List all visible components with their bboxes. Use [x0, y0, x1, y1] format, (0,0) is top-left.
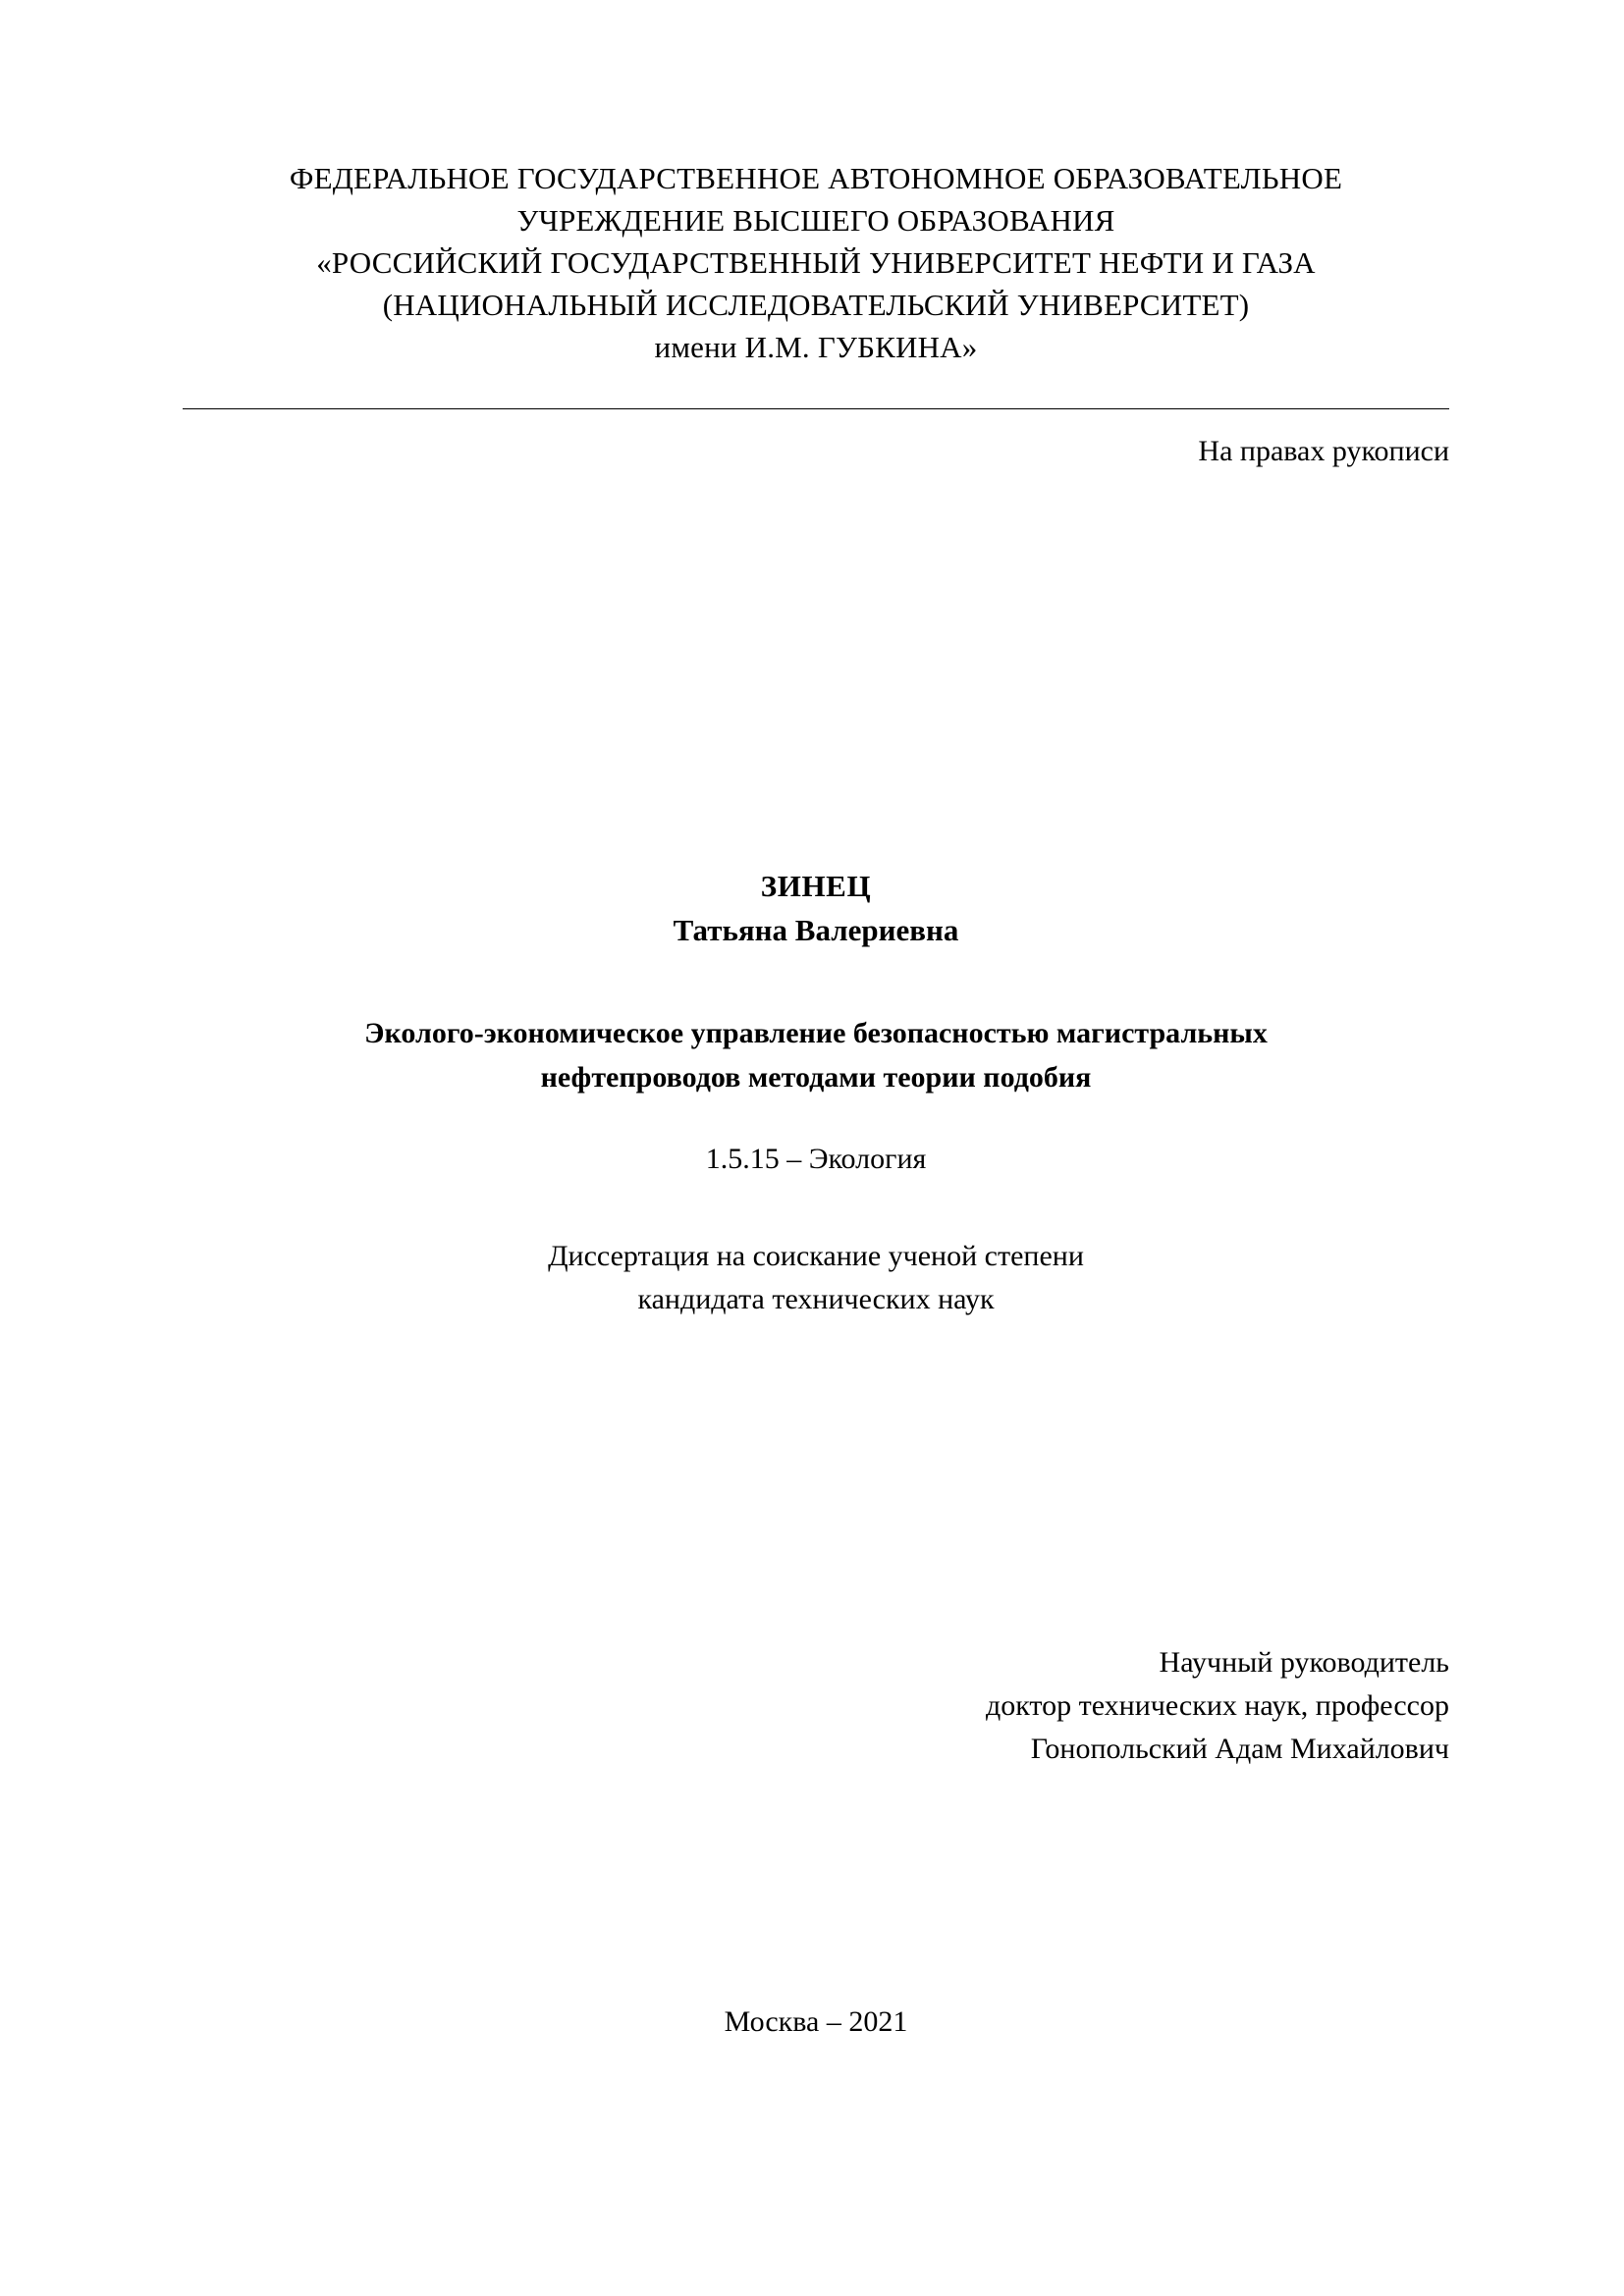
- organization-block: [183, 157, 1449, 368]
- degree-line-1: Диссертация на соискание ученой степени: [548, 1240, 1084, 1272]
- author-given-name: Татьяна Валериевна: [673, 913, 959, 947]
- dissertation-title: [244, 1011, 1388, 1099]
- place-and-year: Москва – 2021: [724, 2005, 908, 2038]
- supervisor-label: Научный руководитель: [1159, 1646, 1449, 1679]
- organization-line-3: «РОССИЙСКИЙ ГОСУДАРСТВЕННЫЙ УНИВЕРСИТЕТ НЕФТИ И ГАЗА: [316, 245, 1316, 280]
- author-block: [183, 864, 1449, 952]
- author-surname: ЗИНЕЦ: [760, 869, 872, 903]
- manuscript-note: На правах рукописи: [1198, 435, 1449, 467]
- organization-line-1: ФЕДЕРАЛЬНОЕ ГОСУДАРСТВЕННОЕ АВТОНОМНОЕ ОБРАЗОВАТЕЛЬНОЕ: [289, 161, 1343, 195]
- page-content: [183, 0, 1449, 2296]
- organization-line-4: (НАЦИОНАЛЬНЫЙ ИССЛЕДОВАТЕЛЬСКИЙ УНИВЕРСИТЕТ): [382, 288, 1250, 322]
- organization-line-5: имени И.М. ГУБКИНА»: [654, 330, 978, 364]
- supervisor-block: [183, 1641, 1449, 1771]
- organization-line-2: УЧРЕЖДЕНИЕ ВЫСШЕГО ОБРАЗОВАНИЯ: [516, 203, 1115, 238]
- supervisor-name: Гонопольский Адам Михайлович: [1030, 1733, 1449, 1765]
- supervisor-degree: доктор технических наук, профессор: [985, 1689, 1449, 1722]
- degree-line-2: кандидата технических наук: [637, 1283, 995, 1315]
- speciality-code: 1.5.15 – Экология: [705, 1143, 927, 1175]
- dissertation-title-line-2: нефтепроводов методами теории подобия: [540, 1061, 1092, 1094]
- dissertation-title-line-1: Эколого-экономическое управление безопасностью магистральных: [364, 1017, 1268, 1049]
- horizontal-divider: [183, 408, 1449, 409]
- degree-block: [183, 1235, 1449, 1321]
